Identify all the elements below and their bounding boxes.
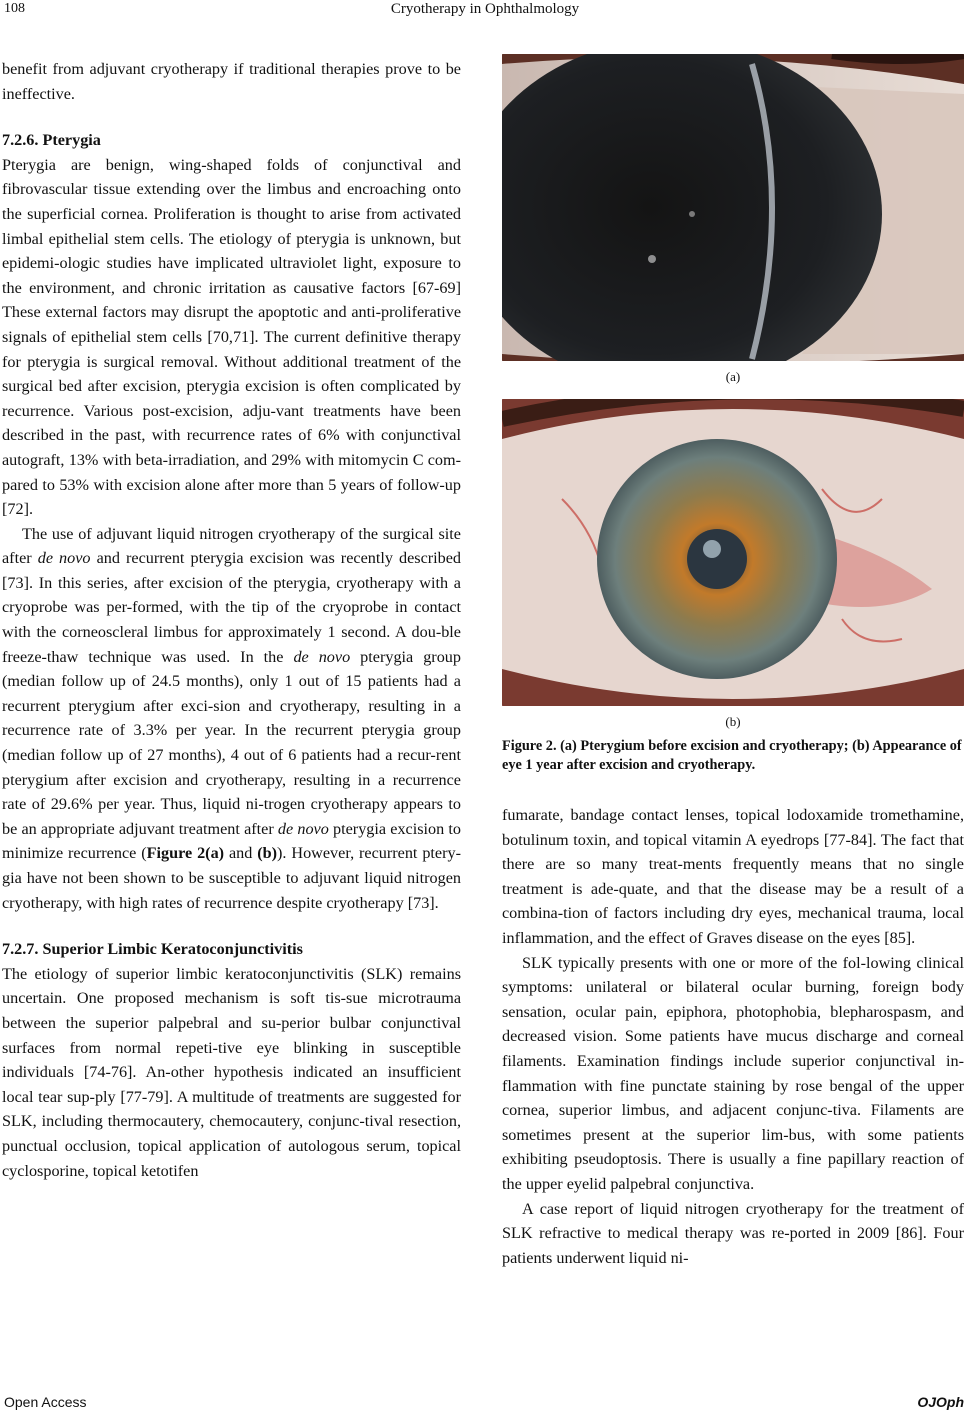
de-novo-term: de novo <box>37 549 91 568</box>
left-column <box>2 57 461 1183</box>
figure-ref-2b[interactable]: (b) <box>257 844 278 863</box>
paragraph-slk-symptoms: SLK typically presents with one or more of the fol-lowing clinical symptoms: unilateral or bilateral ocular burning, foreign body sensation, ocular pain, epiphora, photophobia, blepharospasm, and decreased vision. Some patients have mucus discharge and corneal filaments. Examination findings include superior conjunctival in-flammation with fine punctate staining by rose bengal of the upper cornea, superior limbus, and adjacent conjunc-tiva. Filaments are sometimes present at the superior lim-bus, with some patients exhibiting pseudoptosis. There is usually a fine papillary reaction of the upper eyelid palpebral conjunctiva. <box>502 953 964 1193</box>
paragraph-case-report: A case report of liquid nitrogen cryotherapy for the treatment of SLK refractive to medical therapy was re-ported in 2009 [86]. Four patients underwent liquid ni- <box>502 1199 964 1267</box>
paragraph-pterygia-1: Pterygia are benign, wing-shaped folds of conjunctival and fibrovascular tissue extending over the limbus and encroaching onto the superficial cornea. Proliferation is thought to arise from activated limbal epithelial stem cells. The etiology of pterygia is unknown, but epidemi-ologic studies have implicated ultraviolet light, exposure to the environment, and chronic irritation as causative factors [67-69] These external factors may disrupt the apoptotic and anti-proliferative signals of epithelial stem cells [70,71]. The current definitive therapy for pterygia is surgical removal. Without additional treatment of the surgical bed after excision, pterygia excision is often complicated by recurrence. Various post-excision, adju-vant treatments have been described in the past, with recurrence rates of 6% with conjunctival autograft, 13% with beta-irradiation, and 29% with mitomycin C com-pared to 53% with excision alone after more than 5 years of follow-up [72]. <box>2 155 461 519</box>
paragraph-continued: fumarate, bandage contact lenses, topical lodoxamide tromethamine, botulinum toxin, and topical vitamin A eyedrops [77-84]. The fact that there are so many treat-ments frequently means that no single treatment is ade-quate, and that the disease may be a result of a combina-tion of factors including dry eyes, mechanical trauma, local inflammation, and the effect of Graves disease on the eyes [85]. <box>502 806 964 947</box>
right-column <box>502 803 964 1270</box>
figure-2a-image <box>502 54 964 361</box>
running-title: Cryotherapy in Ophthalmology <box>390 1 580 17</box>
section-heading-pterygia: 7.2.6. Pterygia <box>2 131 101 150</box>
figure-2b-label: (b) <box>725 714 741 729</box>
figure-caption: Figure 2. (a) Pterygium before excision and cryotherapy; (b) Appearance of eye 1 year after excision and cryotherapy. <box>502 738 962 773</box>
figure-2a-label: (a) <box>725 369 741 384</box>
de-novo-term: de novo <box>293 647 351 666</box>
footer-open-access: Open Access <box>4 1394 87 1410</box>
paragraph-intro: benefit from adjuvant cryotherapy if traditional therapies prove to be ineffective. <box>2 60 461 103</box>
paragraph-pterygia-2: The use of adjuvant liquid nitrogen cryotherapy of the surgical site after de novo and recurrent pterygia excision was recently described [73]. In this series, after excision of the pterygia, cryotherapy with a cryoprobe was per-formed, with the tip of the cryoprobe in contact with the corneoscleral limbus for approximately 1 second. A dou-ble freeze-thaw technique was used. In the de novo pterygia group (median follow up of 24.5 months), only 1 out of 15 patients had a recurrent pterygium after exci-sion and cryotherapy, resulting in a recurrence rate of 3.3% per year. In the recurrent pterygia group (median follow up of 27 months), 4 out of 6 patients had a recur-rent pterygium after excision and cryotherapy, resulting in a recurrence rate of 29.6% per year. Thus, liquid ni-trogen cryotherapy appears to be an appropriate adjuvant treatment after de novo pterygia excision to minimize recurrence (Figure 2(a) and (b)). However, recurrent ptery-gia have not been shown to be susceptible to adjuvant liquid nitrogen cryotherapy, with high rates of recurrence despite cryotherapy [73]. <box>2 524 462 912</box>
section-heading-slk: 7.2.7. Superior Limbic Keratoconjunctivitis <box>2 940 303 959</box>
page-number: 108 <box>4 1 25 16</box>
paragraph-slk-1: The etiology of superior limbic keratoconjunctivitis (SLK) remains uncertain. One proposed mechanism is soft tis-sue microtrauma between the superior palpebral and su-perior bulbar conjunctival surfaces from normal repeti-tive eye blinking in susceptible individuals [74-76]. An-other hypothesis indicated an insufficient local tear sup-ply [77-79]. A multitude of treatments are suggested for SLK, including thermocautery, chemocautery, conjunc-tival resection, punctual occlusion, topical application of autologous serum, topical cyclosporine, topical ketotifen <box>2 964 461 1180</box>
figure-2b-image <box>502 399 964 706</box>
footer-journal: OJOph <box>917 1394 964 1410</box>
de-novo-term: de novo <box>277 819 329 838</box>
figure-ref-2a[interactable]: Figure 2(a) <box>146 844 225 863</box>
